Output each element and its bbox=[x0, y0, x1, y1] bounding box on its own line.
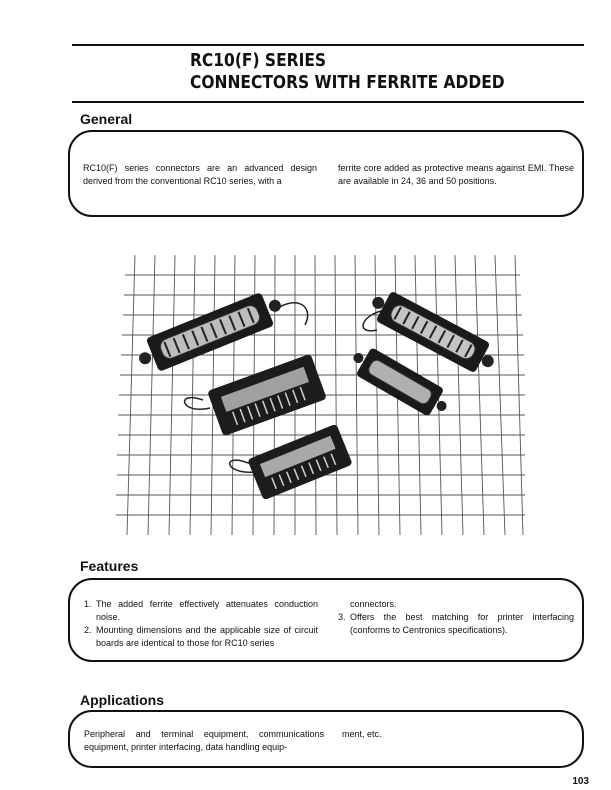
applications-heading: Applications bbox=[80, 692, 165, 708]
general-heading: General bbox=[80, 111, 133, 127]
features-box bbox=[68, 578, 584, 662]
features-list-col2 bbox=[338, 598, 574, 637]
features-heading: Features bbox=[80, 558, 139, 574]
title-bottom-rule bbox=[72, 101, 584, 103]
list-item-text: Offers the best matching for printer interfacing (conforms to Centronics specifications). bbox=[350, 612, 574, 635]
general-box bbox=[68, 130, 584, 217]
list-item bbox=[84, 598, 318, 624]
features-list-col1 bbox=[84, 598, 318, 650]
general-text-col1: RC10(F) series connectors are an advanced design derived from the conventional RC10 series, with a bbox=[83, 163, 317, 186]
list-item-text: connectors. bbox=[350, 599, 397, 609]
applications-text-col1: Peripheral and terminal equipment, communications equipment, printer interfacing, data handling equip- bbox=[84, 729, 324, 752]
list-item-number: 1. bbox=[84, 599, 92, 609]
applications-box bbox=[68, 710, 584, 768]
connector-3 bbox=[207, 354, 327, 437]
list-item-number: 3. bbox=[338, 612, 346, 622]
general-text-col2: ferrite core added as protective means against EMI. These are available in 24, 36 and 50 positions. bbox=[338, 163, 574, 186]
list-item-text: The added ferrite effectively attenuates conduction noise. bbox=[96, 599, 318, 622]
page-title bbox=[190, 50, 505, 94]
list-item-text: Mounting dimensions and the applicable size of circuit boards are identical to those for RC10 series bbox=[96, 625, 318, 648]
list-item-continuation bbox=[338, 598, 574, 611]
title-line-1: RC10(F) SERIES bbox=[190, 50, 327, 71]
connector-1 bbox=[133, 287, 287, 377]
connector-photo bbox=[115, 250, 525, 535]
list-item bbox=[338, 611, 574, 637]
top-rule bbox=[72, 44, 584, 46]
page-number: 103 bbox=[572, 776, 589, 787]
title-line-2: CONNECTORS WITH FERRITE ADDED bbox=[190, 72, 505, 93]
list-item-number: 2. bbox=[84, 625, 92, 635]
applications-text-col2: ment, etc. bbox=[342, 729, 382, 739]
list-item bbox=[84, 624, 318, 650]
